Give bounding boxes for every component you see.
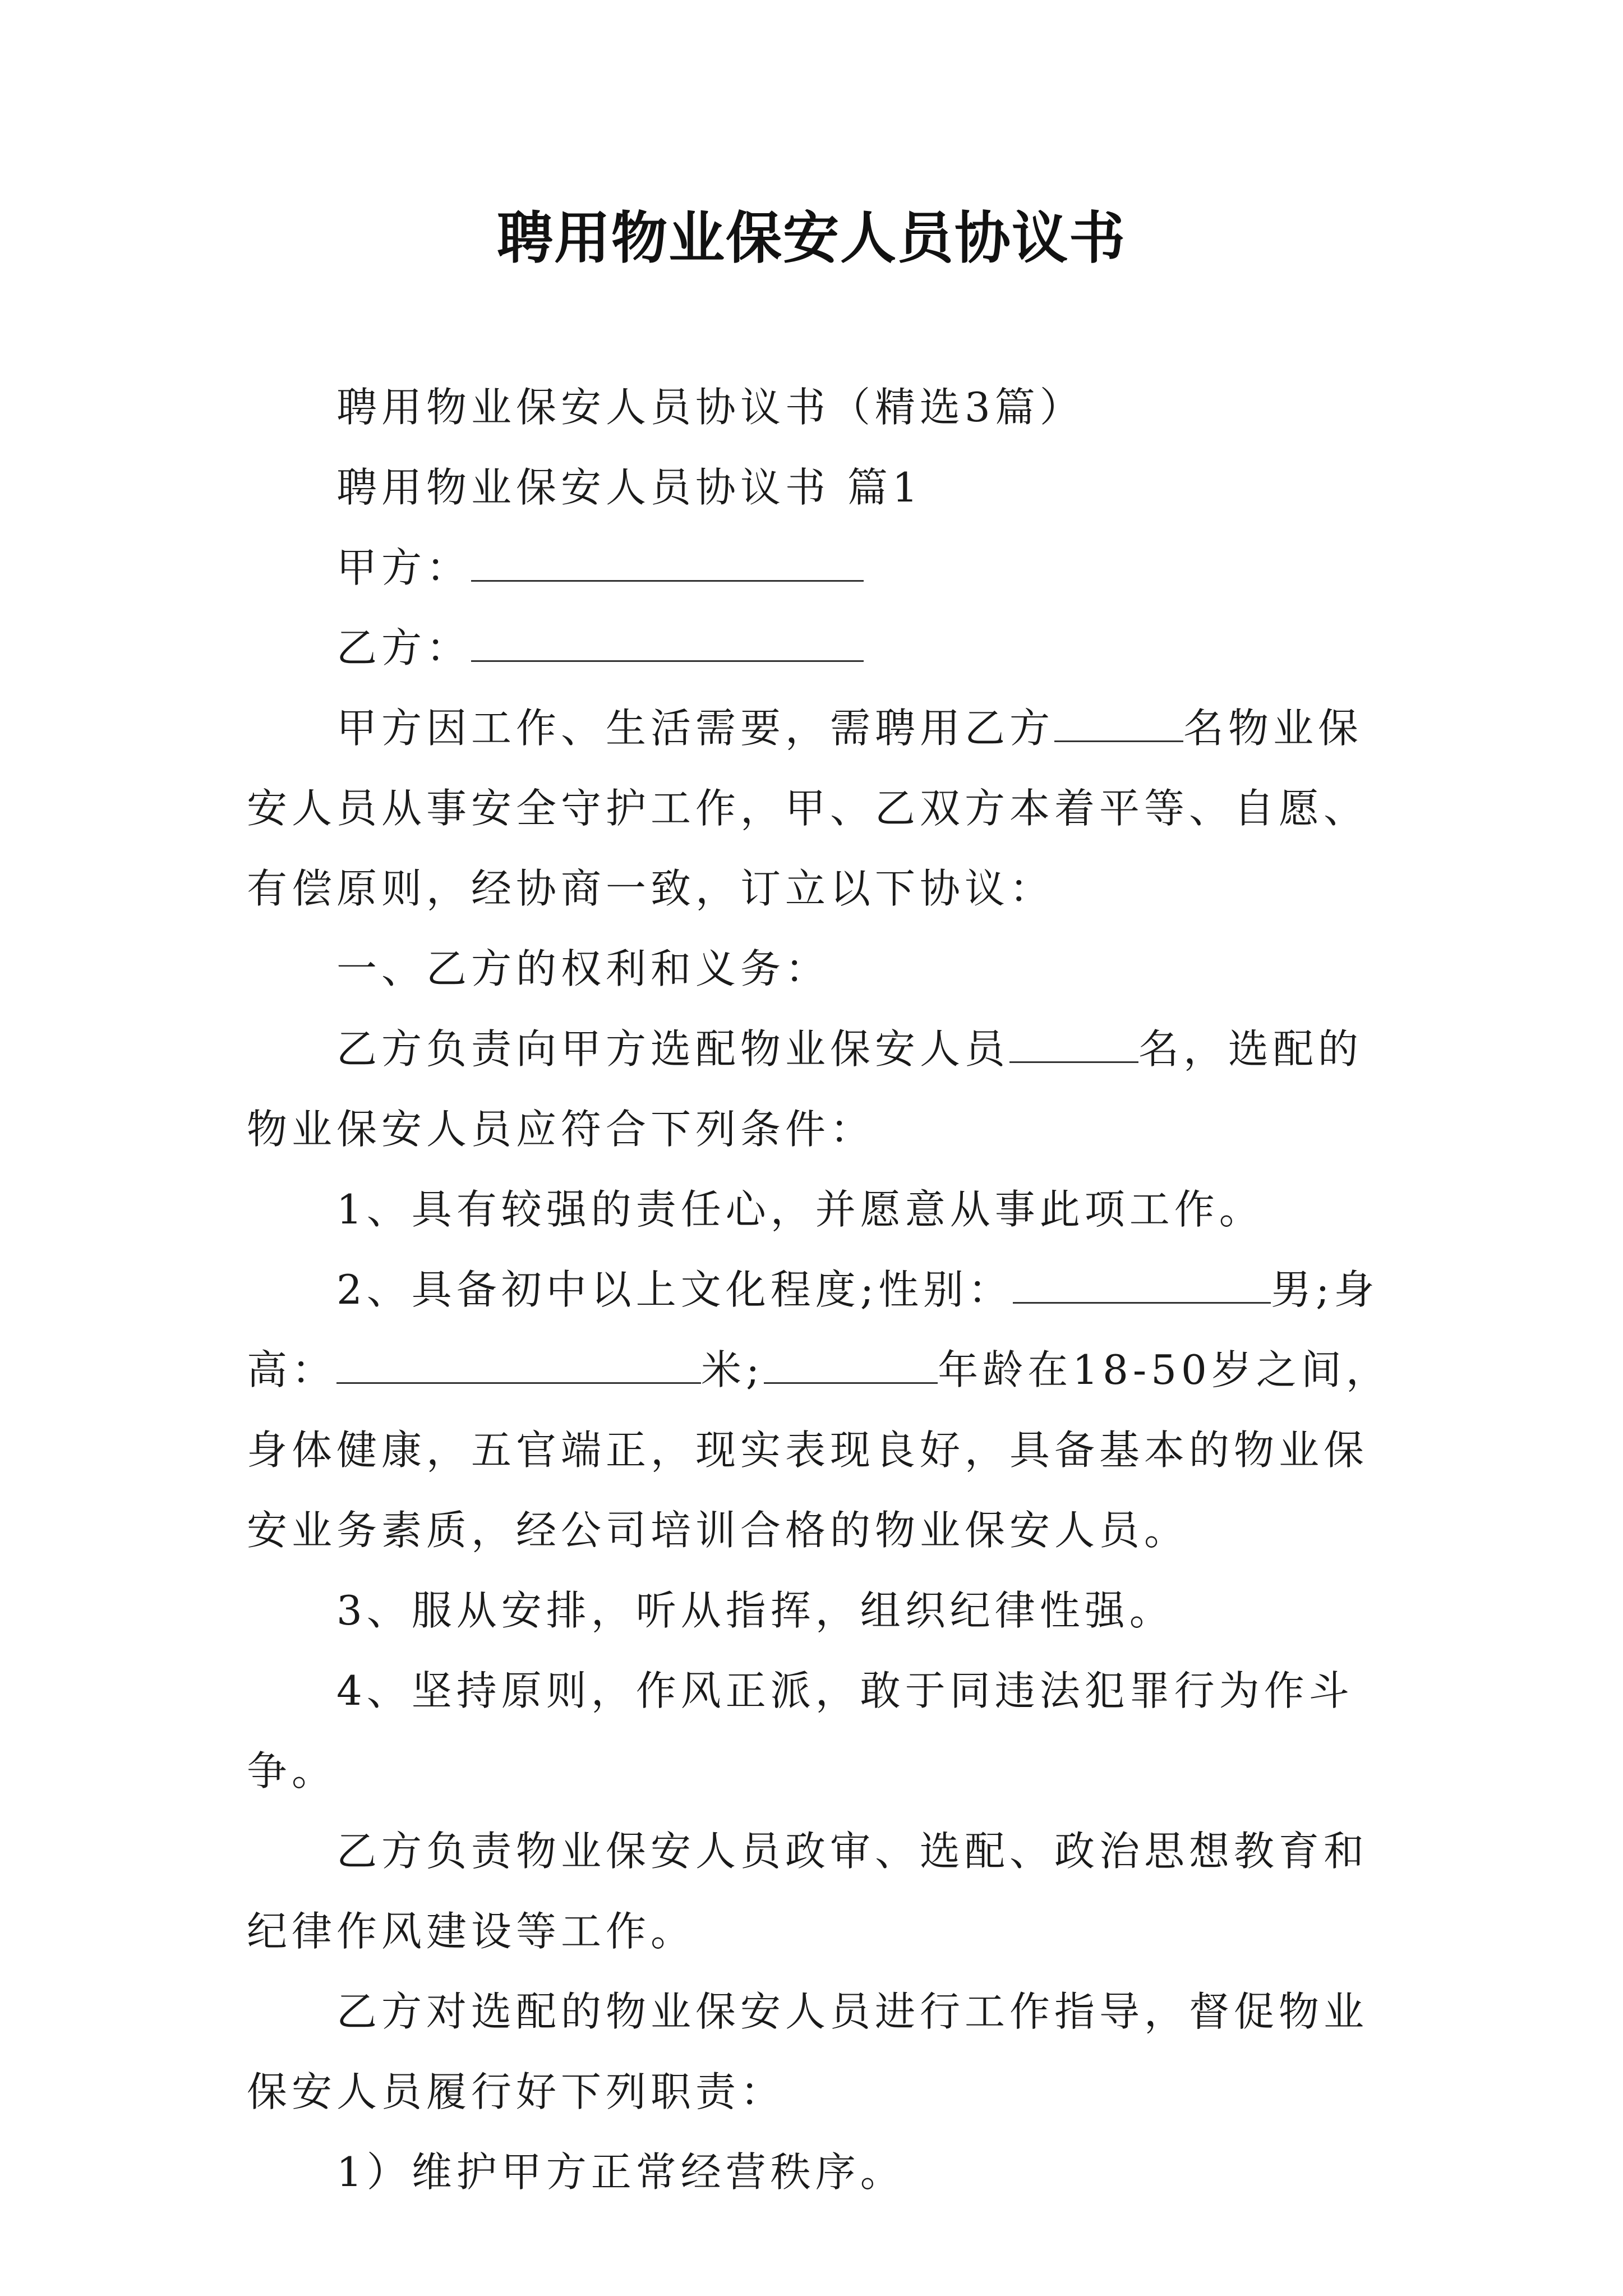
condition-3: 3、服从安排，听从指挥，组织纪律性强。 bbox=[336, 1587, 1174, 1634]
condition-1: 1、具有较强的责任心，并愿意从事此项工作。 bbox=[336, 1186, 1264, 1233]
staff-count-blank bbox=[1054, 701, 1183, 742]
selection-paragraph bbox=[247, 1009, 1396, 1170]
intro-paragraph bbox=[247, 688, 1396, 929]
party-b-line bbox=[247, 608, 1396, 688]
intro-text-2: 名物业保安人员从事安全守护工作，甲、乙双方本着平等、自愿、有偿原则，经协商一致，订立以下协议： bbox=[247, 705, 1369, 912]
section1-heading: 一、乙方的权利和义务： bbox=[336, 945, 831, 992]
party-b-label: 乙方： bbox=[336, 624, 472, 671]
gender-blank bbox=[1013, 1263, 1271, 1304]
cond2-text-2: 男;身高： bbox=[247, 1266, 1379, 1393]
height-blank bbox=[336, 1343, 701, 1384]
cond2-text-1: 2、具备初中以上文化程度;性别： bbox=[336, 1266, 1013, 1313]
party-b-blank bbox=[471, 621, 864, 662]
document-title: 聘用物业保安人员协议书 bbox=[497, 205, 1126, 271]
selection-text-2: 名，选配的物业保安人员应符合下列条件： bbox=[247, 1025, 1363, 1153]
selection-count-blank bbox=[1009, 1022, 1138, 1063]
selection-text-1: 乙方负责向甲方选配物业保安人员 bbox=[336, 1025, 1010, 1073]
article-heading: 聘用物业保安人员协议书 篇1 bbox=[336, 464, 923, 511]
party-a-line bbox=[247, 528, 1396, 608]
condition-4: 4、坚持原则，作风正派，敢于同违法犯罪行为作斗争。 bbox=[247, 1667, 1354, 1795]
cond2-text-3: 米; bbox=[701, 1346, 764, 1393]
party-a-label: 甲方： bbox=[336, 544, 472, 591]
condition-2 bbox=[247, 1250, 1396, 1571]
document-body bbox=[247, 367, 1396, 2212]
political-paragraph: 乙方负责物业保安人员政审、选配、政治思想教育和纪律作风建设等工作。 bbox=[247, 1828, 1369, 1955]
age-blank bbox=[764, 1343, 938, 1384]
party-a-blank bbox=[471, 541, 864, 582]
cond2-text-4: 年龄在18-50岁之间，身体健康，五官端正，现实表现良好，具备基本的物业保安业务素质，经公司培训合格的物业保安人员。 bbox=[247, 1346, 1391, 1554]
intro-text-1: 甲方因工作、生活需要，需聘用乙方 bbox=[336, 705, 1055, 752]
subtitle: 聘用物业保安人员协议书（精选3篇） bbox=[336, 384, 1085, 431]
guidance-paragraph: 乙方对选配的物业保安人员进行工作指导，督促物业保安人员履行好下列职责： bbox=[247, 1988, 1369, 2115]
duty-1: 1）维护甲方正常经营秩序。 bbox=[336, 2148, 905, 2196]
